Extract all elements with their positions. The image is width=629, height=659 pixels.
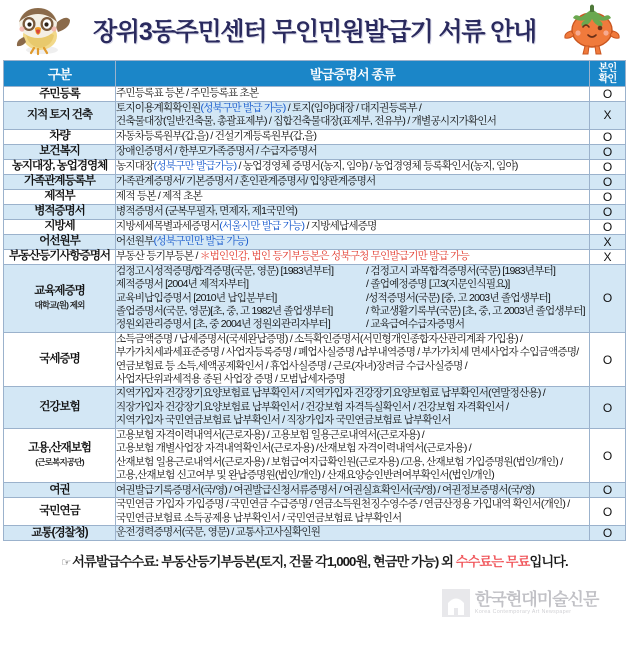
document-line [116,292,589,305]
table-row [4,87,626,102]
table-row [4,234,626,249]
document-text: 부동산 등기부등본 / [116,250,200,263]
row-identity-check: X [590,234,626,249]
table-row [4,102,626,130]
document-text: / 지방세납세증명 [304,220,377,233]
row-document-types [116,498,590,526]
row-category-label: 가족관계등록부 [24,175,95,188]
document-line [116,346,589,359]
row-category-label: 지적 토지 건축 [26,108,93,121]
watermark-korean: 한국현대미술신문 [475,589,599,609]
table-row [4,526,626,541]
document-note: (성북구민만 발급 가능) [153,235,248,248]
row-category [4,234,116,249]
row-category [4,483,116,498]
document-text: 건축물대장(일반건축물, 총괄표제부) / 집합건축물대장(표제부, 전유부) / 개별공시지가확인서 [116,115,497,128]
row-identity-check: O [590,387,626,428]
document-line [116,526,589,539]
document-line [116,469,589,482]
document-line [116,190,589,203]
document-text: 고용,산재보험 신고여부 및 완납증명원(법인/개인) / 산재요양승인반려여부확인서(법인/개인) [116,468,495,481]
row-document-types [116,332,590,387]
document-line-left: 제적증명서 [2004년 제적자부터] [116,278,249,291]
document-line [116,318,589,331]
table-row [4,332,626,387]
documents-table-wrap [0,60,629,541]
row-category [4,387,116,428]
row-document-types [116,129,590,144]
document-line [116,484,589,497]
column-header-identity-check-line2: 확인 [598,73,617,85]
row-identity-check: O [590,483,626,498]
document-text: 장애인증명서 / 한부모가족증명서 / 수급자증명서 [116,145,317,158]
watermark-english: Korea Contemporary Art Newspaper [475,608,572,615]
row-document-types [116,387,590,428]
row-identity-check: O [590,526,626,541]
row-document-types [116,144,590,159]
document-line [116,373,589,386]
document-note: (성북구만 발급가능) [153,160,237,173]
row-identity-check: O [590,204,626,219]
document-line [116,387,589,400]
row-category-label: 차량 [49,130,70,143]
table-row [4,159,626,174]
document-text: 자동차등록원부(갑,을) / 건설기계등록원부(갑,을) [116,130,317,143]
row-category [4,332,116,387]
row-category-label: 부동산등기사항증명서 [8,250,111,263]
table-row [4,189,626,204]
fee-notice [61,551,568,570]
document-text: 산재보험 일용근로내역서(근로자용) / 보험급여지급확인원(근로자용) /고용, 산재보험 가입증명원(법인/개인) / [116,455,563,468]
pointing-hand-icon: ☞ [61,557,71,570]
row-identity-check: O [590,144,626,159]
table-row [4,249,626,264]
row-identity-check: O [590,159,626,174]
document-line-left: 검정고시성적증명/합격증명(국문, 영문) [1983년부터] [116,264,334,277]
watermark-text [475,591,598,615]
document-text: 가족관계증명서/ 기본증명서 / 혼인관계증명서/ 입양관계증명서 [116,175,376,188]
document-line-left: 졸업증명서(국문, 영문)[초, 중, 고 1982년 졸업생부터] [116,305,333,318]
row-category-label: 병적증명서 [34,205,85,218]
document-text: 고용보험 개별사업장 자격내역확인서(근로자용) /산재보험 자격이력내역서(근로자용) / [116,442,471,455]
row-identity-check: O [590,264,626,332]
document-note: (서울시만 발급 가능) [219,220,305,233]
fee-notice-highlight: 수수료는 무료 [455,554,530,570]
table-row [4,204,626,219]
row-category-sublabel: 대학교(원) 제외 [34,299,85,310]
document-note: (성북구만 발급 가능) [200,102,286,114]
fee-notice-after: 입니다. [529,554,568,570]
row-category [4,87,116,102]
row-document-types [116,249,590,264]
row-document-types [116,87,590,102]
document-text: 토지이용계획확인원 [116,102,201,114]
document-line [116,360,589,373]
document-text: 고용보험 자격이력내역서(근로자용) / 고용보험 일용근로내역서(근로자용) / [116,428,424,441]
document-line [116,205,589,218]
table-body [4,87,626,541]
page-header [0,0,629,60]
document-text: 국민연금 가입자 가입증명 / 국민연금 수급증명 / 연금소득원천징수영수증 / 연금산정용 가입내역 확인서(개인) / [116,498,570,511]
row-identity-check: O [590,428,626,483]
row-document-types [116,189,590,204]
row-category [4,498,116,526]
document-line [116,175,589,188]
bird-mascot-icon [8,4,80,56]
row-category-label: 보건복지 [39,145,80,158]
document-line-left: 정원외관리증명서 [초, 중 2004년 정원외관리자부터] [116,318,330,331]
row-category-label: 교통(경찰청) [31,526,88,539]
row-category-label: 국민연금 [39,505,80,518]
document-line [116,145,589,158]
row-identity-check: O [590,87,626,102]
row-document-types [116,526,590,541]
row-identity-check: O [590,498,626,526]
document-line [116,305,589,318]
document-line [116,401,589,414]
row-category-label: 건강보험 [39,401,80,414]
document-text: 농지대장 [116,160,154,173]
table-row [4,144,626,159]
persimmon-mascot-icon [561,3,623,57]
document-text: 지역가입자 국민연금보험료 납부확인서 / 직장가입자 국민연금보험료 납부확인서 [116,414,451,427]
document-line [116,250,589,263]
document-text: 연금보험료 등 소득,세액공제확인서 / 휴업사실증명 / 근로(자녀)장려금 수급사실증명 / [116,359,467,372]
row-document-types [116,428,590,483]
document-line-left: 교육비납입증명서 [2010년 납입분부터] [116,291,277,304]
row-category-label: 지방세 [44,220,75,233]
row-category [4,129,116,144]
document-text: 직장가입자 건강장기요양보험료 납부확인서 / 건강보험 자격득실확인서 / 건강보험 자격확인서 / [116,400,509,413]
document-text: 어선원부 [116,235,154,248]
row-identity-check: X [590,249,626,264]
row-document-types [116,219,590,234]
table-row [4,483,626,498]
row-category [4,144,116,159]
document-line [116,333,589,346]
row-document-types [116,102,590,130]
document-line-right: / 학교생활기록부(국문) [초, 중, 고 2003년 졸업생부터] [366,305,585,318]
document-line [116,456,589,469]
table-row [4,498,626,526]
document-text: 제적 등본 / 제적 초본 [116,190,202,203]
document-line [116,115,589,128]
document-text: 소득금액증명 / 납세증명서(국세완납증명) / 소득확인증명서(서민형개인종합자산관리계좌 가입용) / [116,332,523,345]
document-line [116,235,589,248]
column-header-category: 구분 [4,61,116,87]
row-identity-check: O [590,219,626,234]
document-text: 운전경력증명서(국문, 영문) / 교통사고사실확인원 [116,526,321,539]
column-header-identity-check-line1: 본인 [598,62,617,74]
document-line [116,160,589,173]
row-document-types [116,204,590,219]
document-line-right: / 졸업예정증명 [고3(지문인식필요)] [366,278,510,291]
row-document-types [116,234,590,249]
document-line [116,130,589,143]
column-header-identity-check [590,61,626,87]
row-category [4,159,116,174]
document-line [116,498,589,511]
document-line [116,102,589,115]
document-text: 국민연금보험료 소득공제용 납부확인서 / 국민연금보험료 납부확인서 [116,511,402,524]
table-row [4,219,626,234]
watermark [441,583,621,623]
fee-notice-before: 서류발급수수료: 부동산등기부등본(토지, 건물 각1,000원, 현금만 가능) 외 [72,554,456,570]
document-text: / 농업경영체 증명서(농지, 임야) / 농업경영체 등록확인서(농지, 임야) [236,160,518,173]
row-identity-check: X [590,102,626,130]
row-category-label: 농지대장, 농업경영체 [11,160,108,173]
row-category [4,264,116,332]
row-document-types [116,159,590,174]
row-identity-check: O [590,174,626,189]
document-line [116,265,589,278]
row-category [4,526,116,541]
row-document-types [116,264,590,332]
document-note: ＊법인인감, 법인 등기부등본은 성북구청 무인발급기만 발급 가능 [199,250,469,263]
table-row [4,264,626,332]
document-text: 여권발급기록증명서(국/영) / 여권발급신청서류증명서 / 여권실효확인서(국/영) / 여권정보증명서(국/영) [116,483,535,496]
document-line-right: / 검정고시 과목합격증명서(국문) [1983년부터] [366,264,556,277]
row-identity-check: O [590,189,626,204]
document-line [116,278,589,291]
row-document-types [116,483,590,498]
row-identity-check: O [590,129,626,144]
row-category-sublabel: (근로복지공단) [35,457,84,467]
row-identity-check: O [590,332,626,387]
document-line-right: / 교육급여수급자증명서 [366,318,465,331]
page-title: 장위3동주민센터 무인민원발급기 서류 안내 [92,18,537,46]
row-category [4,204,116,219]
document-text: 지역가입자 건강장기요양보험료 납부확인서 / 지역가입자 건강장기요양보험료 납부확인서(연말정산용) / [116,387,545,400]
document-text: 주민등록표 등본 / 주민등록표 초본 [116,87,259,100]
row-category-label: 여권 [49,483,70,496]
document-line-right: /성적증명서(국문) [중, 고 2003년 졸업생부터] [366,291,551,304]
table-row [4,129,626,144]
document-text: / 토지(임야)대장 / 대지권등록부 / [285,102,422,114]
document-line [116,414,589,427]
row-category [4,102,116,130]
document-text: 지방세세목별과세증명서 [116,220,220,233]
row-category [4,189,116,204]
page-footer [0,541,629,580]
row-category-label: 어선원부 [39,235,80,248]
document-line [116,429,589,442]
row-category-label: 주민등록 [39,87,80,100]
row-category [4,174,116,189]
row-category-label: 제적부 [44,190,75,203]
document-line [116,87,589,100]
row-category-label: 고용,산재보험 [28,442,91,454]
documents-table [3,60,626,541]
row-document-types [116,174,590,189]
document-text: 부가가치세과세표준증명 / 사업자등록증명 / 폐업사실증명 /납부내역증명 / 부가가치세 면세사업자 수입금액증명/ [116,346,579,359]
column-header-document-types: 발급증명서 종류 [116,61,590,87]
document-line [116,442,589,455]
document-line [116,220,589,233]
table-row [4,174,626,189]
row-category [4,428,116,483]
document-line [116,512,589,525]
row-category-label: 국세증명 [39,353,80,366]
table-row [4,387,626,428]
row-category [4,249,116,264]
table-row [4,428,626,483]
row-category [4,219,116,234]
arch-logo-icon [441,588,471,618]
document-text: 사업자단위과세적용 종된 사업장 증명 / 모범납세자증명 [116,373,346,386]
table-header-row [4,61,626,87]
row-category-label: 교육제증명 [34,284,85,297]
document-text: 병적증명서 (군복무필자, 면제자, 제1국민역) [116,205,298,218]
